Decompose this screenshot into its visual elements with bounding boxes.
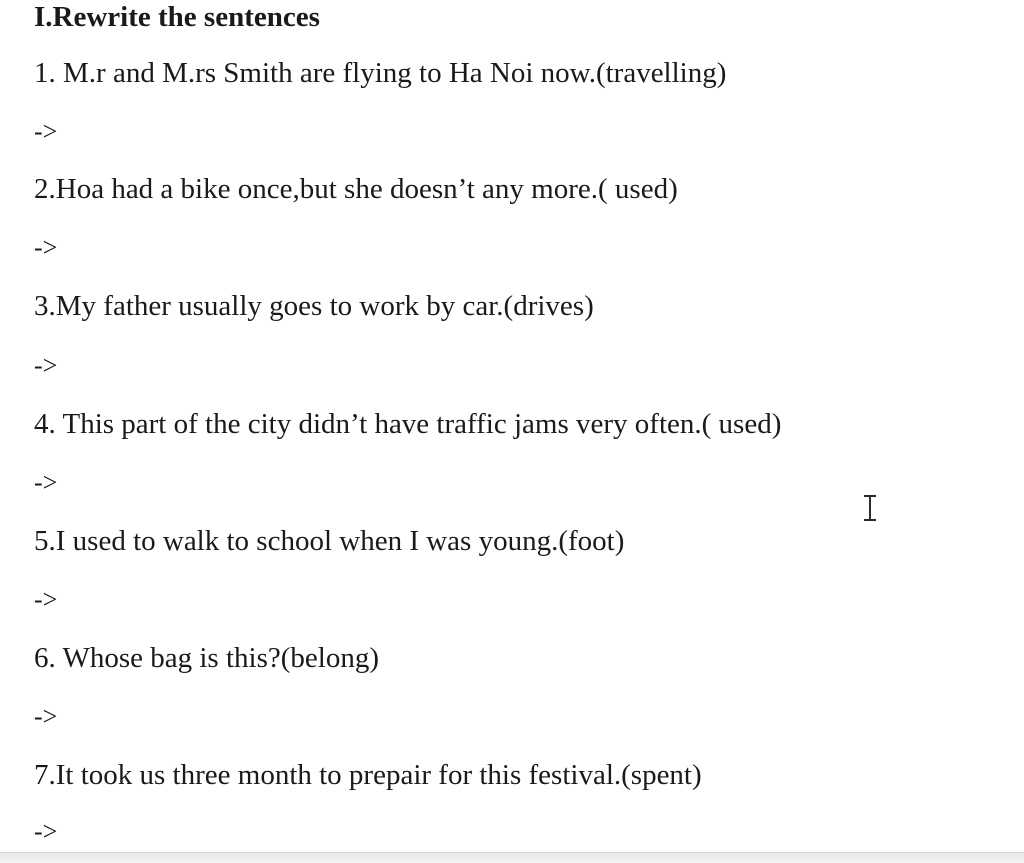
question-4: 4. This part of the city didn’t have traffic jams very often.( used) [34, 408, 782, 440]
answer-arrow-2: -> [34, 233, 58, 262]
question-6: 6. Whose bag is this?(belong) [34, 642, 379, 674]
answer-arrow-7: -> [34, 817, 58, 846]
exercise-title: I.Rewrite the sentences [34, 1, 320, 33]
question-7: 7.It took us three month to prepair for this festival.(spent) [34, 759, 702, 791]
answer-arrow-5: -> [34, 585, 58, 614]
answer-arrow-4: -> [34, 468, 58, 497]
question-1: 1. M.r and M.rs Smith are flying to Ha Noi now.(travelling) [34, 57, 727, 89]
question-3: 3.My father usually goes to work by car.(drives) [34, 290, 594, 322]
answer-arrow-1: -> [34, 117, 58, 146]
answer-arrow-3: -> [34, 351, 58, 380]
text-cursor-icon [861, 494, 879, 522]
page-bottom-edge [0, 852, 1024, 863]
question-5: 5.I used to walk to school when I was young.(foot) [34, 525, 625, 557]
answer-arrow-6: -> [34, 702, 58, 731]
question-2: 2.Hoa had a bike once,but she doesn’t any more.( used) [34, 173, 678, 205]
